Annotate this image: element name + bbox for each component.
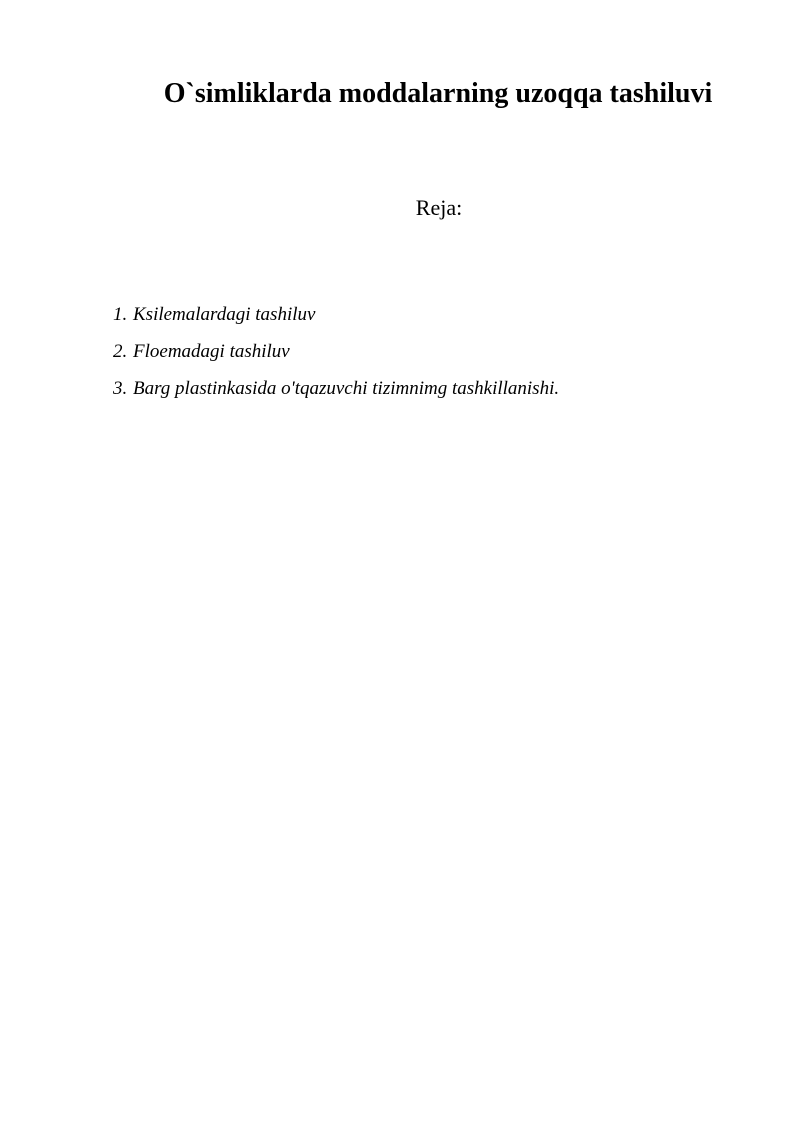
list-item: [113, 296, 559, 333]
list-item-number: 2.: [113, 341, 128, 362]
list-item-text: Floemadagi tashiluv: [133, 341, 290, 362]
list-item-text: Ksilemalardagi tashiluv: [133, 304, 316, 325]
list-item: [113, 370, 559, 407]
plan-heading: Reja:: [415, 195, 463, 220]
list-item: [113, 333, 559, 370]
plan-list: [113, 296, 559, 407]
list-item-text: Barg plastinkasida o'tqazuvchi tizimnimg tashkillanishi.: [133, 378, 560, 399]
document-title: O`simliklarda moddalarning uzoqqa tashiluvi: [163, 78, 713, 109]
list-item-number: 1.: [113, 304, 128, 325]
list-item-number: 3.: [113, 378, 128, 399]
